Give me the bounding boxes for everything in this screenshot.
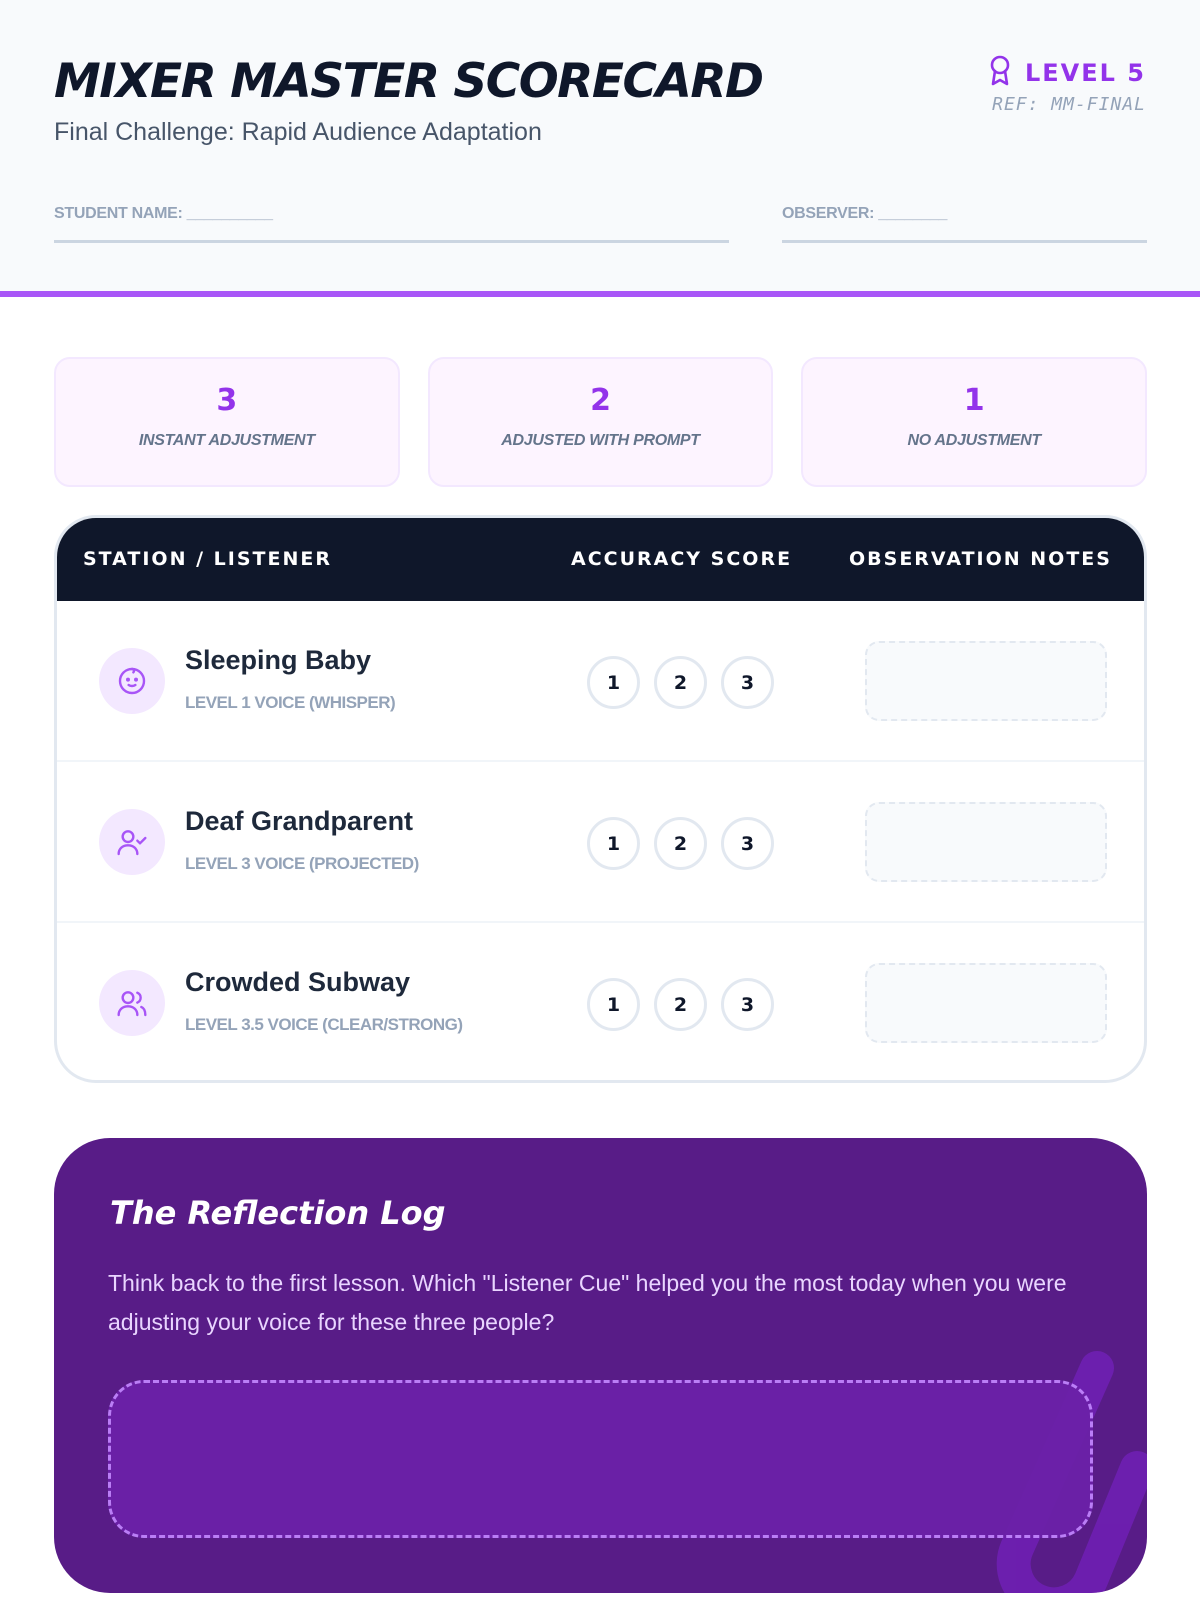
legend-value: 2 <box>590 383 611 418</box>
scorecard-table <box>54 515 1147 1083</box>
header <box>0 0 1200 297</box>
score-options <box>587 817 774 870</box>
student-name-field[interactable]: STUDENT NAME: __________ <box>54 205 729 243</box>
level-badge-label: LEVEL 5 <box>1024 59 1146 87</box>
legend-label: INSTANT ADJUSTMENT <box>138 432 315 449</box>
score-options <box>587 656 774 709</box>
listener-name: Sleeping Baby <box>185 645 372 675</box>
page-subtitle: Final Challenge: Rapid Audience Adaptation <box>54 118 542 146</box>
reflection-prompt: Think back to the first lesson. Which "Listener Cue" helped you the most today when you were adjusting your voice for these three people? <box>108 1270 1067 1335</box>
users-icon <box>99 970 165 1036</box>
voice-level: LEVEL 3.5 VOICE (CLEAR/STRONG) <box>185 1015 463 1034</box>
score-option-3[interactable]: 3 <box>721 978 774 1031</box>
header-notes: OBSERVATION NOTES <box>849 548 1112 570</box>
score-option-2[interactable]: 2 <box>654 978 707 1031</box>
user-check-icon <box>99 809 165 875</box>
reflection-title: The Reflection Log <box>110 1194 446 1232</box>
table-row <box>57 762 1144 923</box>
award-ribbon-icon <box>987 54 1013 92</box>
listener-name: Deaf Grandparent <box>185 806 414 836</box>
observation-notes-field[interactable] <box>865 963 1107 1043</box>
table-header <box>57 518 1144 601</box>
score-options <box>587 978 774 1031</box>
score-option-3[interactable]: 3 <box>721 817 774 870</box>
voice-level: LEVEL 3 VOICE (PROJECTED) <box>185 854 419 873</box>
legend-value: 3 <box>216 383 238 418</box>
observer-field[interactable]: OBSERVER: ________ <box>782 205 1147 243</box>
header-score: ACCURACY SCORE <box>571 548 793 570</box>
reflection-log <box>54 1138 1147 1593</box>
score-option-3[interactable]: 3 <box>721 656 774 709</box>
legend-card-1 <box>801 357 1147 487</box>
score-option-1[interactable]: 1 <box>587 978 640 1031</box>
reflection-answer-field[interactable] <box>108 1380 1093 1538</box>
level-badge <box>987 54 1146 92</box>
legend-label: NO ADJUSTMENT <box>907 432 1041 449</box>
table-row <box>57 923 1144 1083</box>
legend-card-3 <box>54 357 400 487</box>
score-option-2[interactable]: 2 <box>654 656 707 709</box>
score-option-1[interactable]: 1 <box>587 817 640 870</box>
score-option-2[interactable]: 2 <box>654 817 707 870</box>
legend-value: 1 <box>963 383 985 418</box>
score-option-1[interactable]: 1 <box>587 656 640 709</box>
header-station: STATION / LISTENER <box>83 548 332 570</box>
legend-card-2 <box>428 357 774 487</box>
page-title: MIXER MASTER SCORECARD <box>54 54 763 109</box>
legend-label: ADJUSTED WITH PROMPT <box>501 432 700 449</box>
baby-icon <box>99 648 165 714</box>
reference-code: REF: MM-FINAL <box>992 94 1146 115</box>
table-row <box>57 601 1144 762</box>
observation-notes-field[interactable] <box>865 641 1107 721</box>
score-legend <box>54 357 1147 487</box>
observation-notes-field[interactable] <box>865 802 1107 882</box>
listener-name: Crowded Subway <box>185 967 411 997</box>
voice-level: LEVEL 1 VOICE (WHISPER) <box>185 693 396 712</box>
